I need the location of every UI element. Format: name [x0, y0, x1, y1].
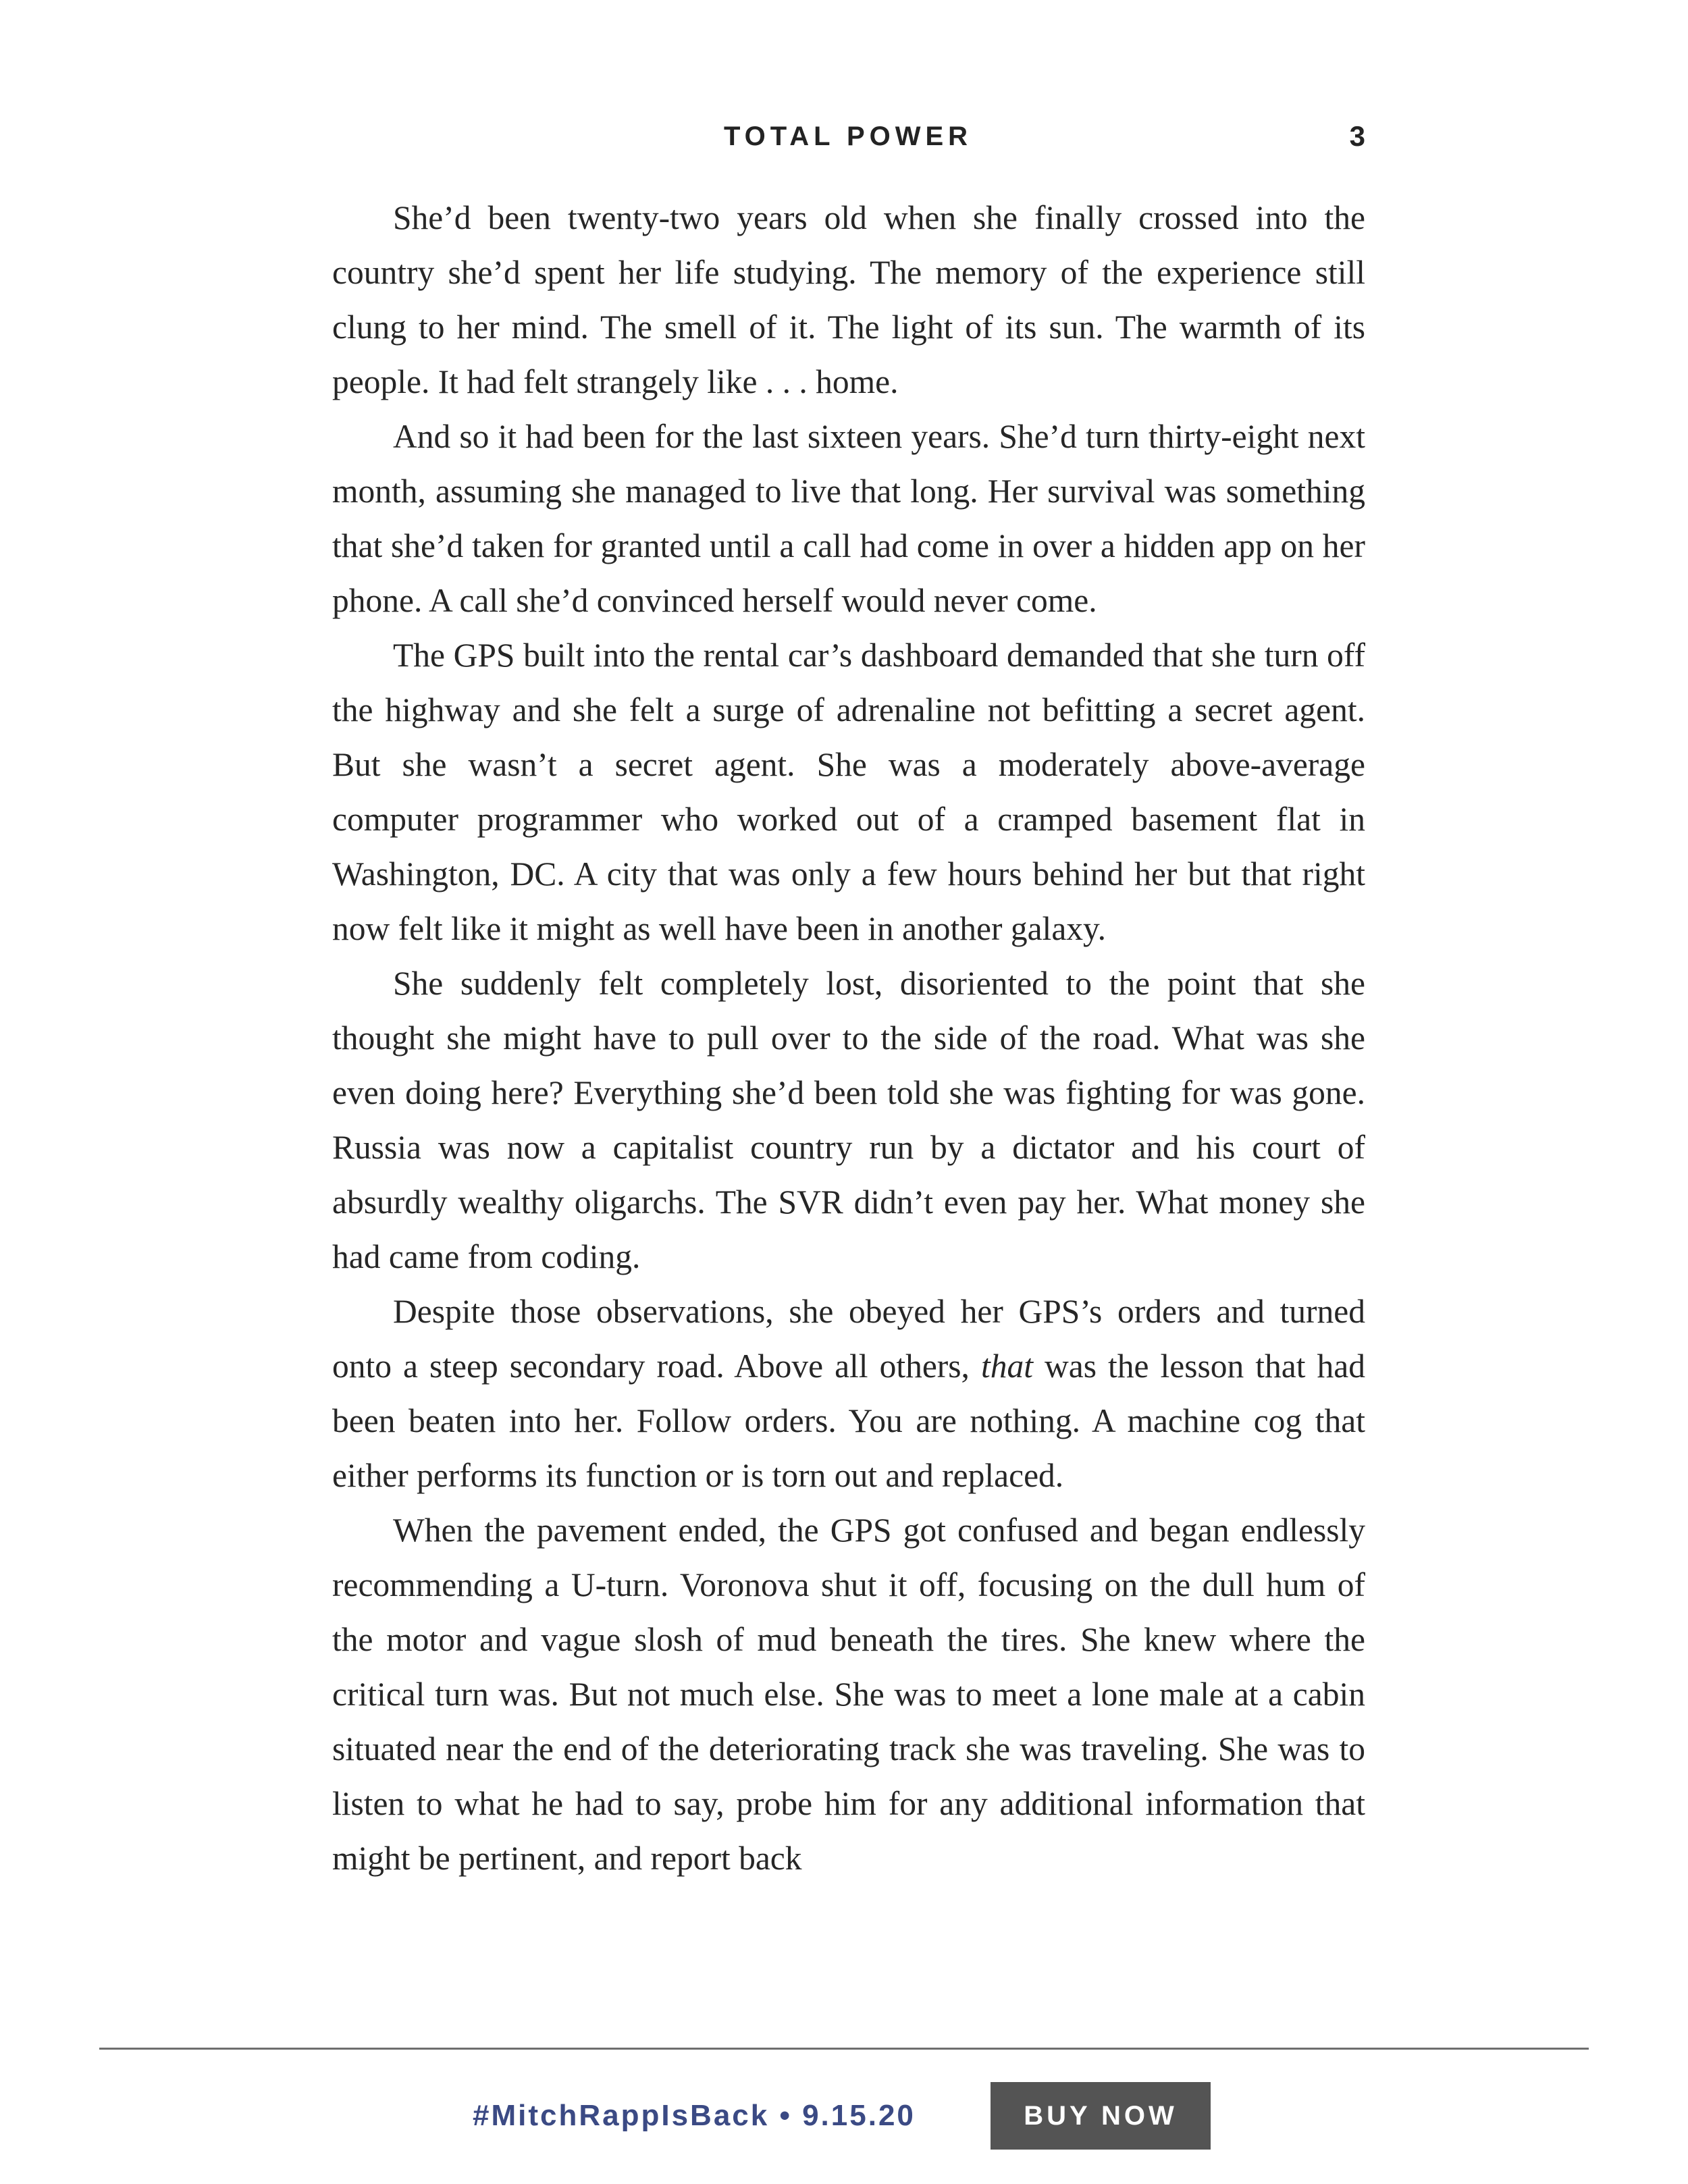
book-title: TOTAL POWER	[723, 122, 973, 151]
promo-footer	[0, 2082, 1688, 2150]
paragraph: When the pavement ended, the GPS got confused and began endlessly recommending a U-turn. Voronova shut it off, focusing on the dull hum of the motor and vague slosh of mud beneath the tires. She knew where the critical turn was. But not much else. She was to meet a lone male at a cabin situated near the end of the deteriorating track she was traveling. She was to listen to what he had to say, probe him for any additional information that might be pertinent, and report back	[332, 1512, 1365, 1877]
footer-divider	[99, 2048, 1589, 2050]
paragraph-text: was the lesson that had been beaten into her. Follow orders. You are nothing. A machine cog that either performs its function or is torn out and replaced.	[332, 1348, 1365, 1494]
release-hashtag: #MitchRappIsBack • 9.15.20	[473, 2099, 916, 2132]
paragraph: And so it had been for the last sixteen years. She’d turn thirty-eight next month, assuming she managed to live that long. Her survival was something that she’d taken for granted until a call had come in over a hidden app on her phone. A call she’d convinced herself would never come.	[332, 418, 1365, 619]
buy-now-button[interactable]: BUY NOW	[991, 2082, 1211, 2150]
chapter-text	[332, 190, 1365, 1886]
paragraph-text: Despite those observations, she obeyed her GPS’s orders and turned onto a steep secondary road. Above all others,	[332, 1293, 1365, 1385]
paragraph: She suddenly felt completely lost, disoriented to the point that she thought she might have to pull over to the side of the road. What was she even doing here? Everything she’d been told she was fighting for was gone. Russia was now a capitalist country run by a dictator and his court of absurdly wealthy oligarchs. The SVR didn’t even pay her. What money she had came from coding.	[332, 965, 1365, 1275]
paragraph: She’d been twenty-two years old when she finally crossed into the country she’d spent her life studying. The memory of the experience still clung to her mind. The smell of it. The light of its sun. The warmth of its people. It had felt strangely like . . . home.	[332, 199, 1365, 400]
paragraph: The GPS built into the rental car’s dashboard demanded that she turn off the highway and she felt a surge of adrenaline not befitting a secret agent. But she wasn’t a secret agent. She was a moderately above-average computer programmer who worked out of a cramped basement flat in Washington, DC. A city that was only a few hours behind her but that right now felt like it might as well have been in another galaxy.	[332, 637, 1365, 947]
page-number: 3	[1349, 120, 1365, 152]
paragraph	[332, 1284, 1365, 1503]
running-head	[0, 116, 1688, 157]
emphasis-text: that	[980, 1348, 1033, 1385]
